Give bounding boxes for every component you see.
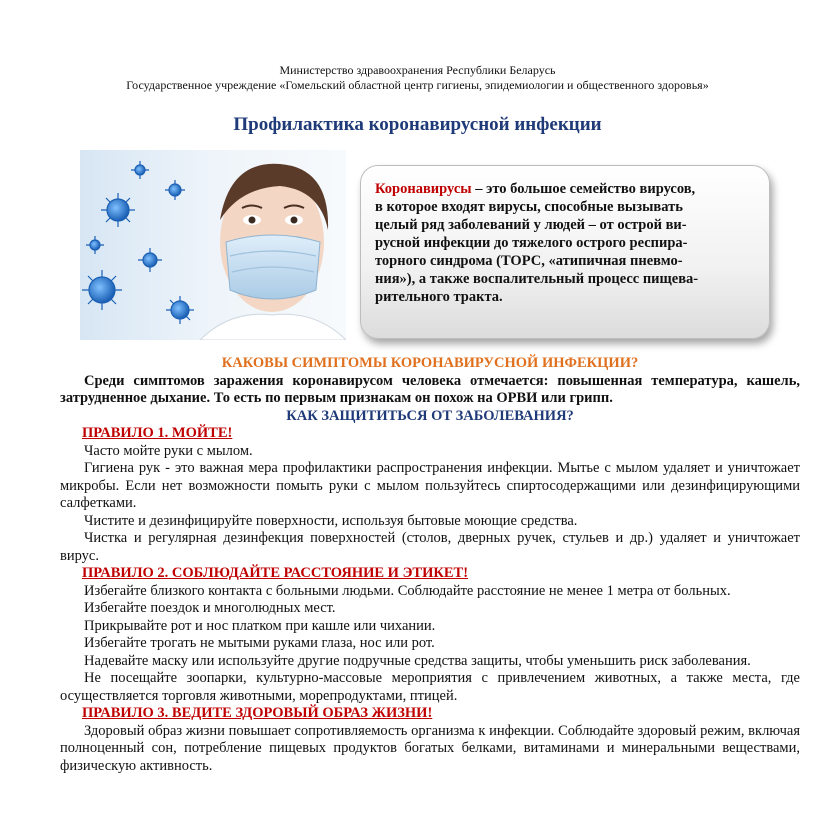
rule-1-paragraph: Чистите и дезинфицируйте поверхности, используя бытовые моющие средства. [84, 512, 578, 529]
callout-line: русной инфекции до тяжелого острого респира- [375, 235, 688, 251]
rule-2-paragraph: Прикрывайте рот и нос платком при кашле или чихании. [84, 617, 436, 634]
rule-2-paragraph: Избегайте трогать не мытыми руками глаза, нос или рот. [84, 635, 435, 651]
main-content [60, 355, 800, 775]
rule-2-paragraph: Надевайте маску или используйте другие подручные средства защиты, чтобы уменьшить риск заболевания. [84, 652, 751, 669]
rule-2-paragraph: Не посещайте зоопарки, культурно-массовые мероприятия с привлечением животных, а также места, где осуществляется торговля животными, морепродуктами, птицей. [60, 670, 800, 704]
rule-2-paragraph: Избегайте поездок и многолюдных мест. [84, 600, 336, 616]
rule-1-paragraph: Гигиена рук - это важная мера профилактики распространения инфекции. Мытье с мылом удаляет и уничтожает микробы. Если нет возможности помыть руки с мылом пользуйтесь спиртосодержащими или дезинфицирующими салфетками. [60, 460, 800, 511]
callout-line: рительного тракта. [375, 289, 503, 305]
callout-line: в которое входят вирусы, способные вызывать [375, 199, 683, 215]
coronavirus-definition-callout [360, 165, 770, 339]
institution-line: Государственное учреждение «Гомельский областной центр гигиены, эпидемиологии и общественного здоровья» [126, 78, 709, 92]
rule-3-title: ПРАВИЛО 3. ВЕДИТЕ ЗДОРОВЫЙ ОБРАЗ ЖИЗНИ! [82, 705, 433, 721]
protection-heading: КАК ЗАЩИТИТЬСЯ ОТ ЗАБОЛЕВАНИЯ? [286, 407, 574, 424]
callout-line: ния»), а также воспалительный процесс пищева- [375, 271, 699, 287]
rule-1-paragraph: Чистка и регулярная дезинфекция поверхностей (столов, дверных ручек, стульев и др.) удаляет и уничтожает вирус. [60, 530, 800, 564]
rule-1-title: ПРАВИЛО 1. МОЙТЕ! [82, 425, 233, 441]
symptoms-heading: КАКОВЫ СИМПТОМЫ КОРОНАВИРУСНОЙ ИНФЕКЦИИ? [221, 355, 639, 371]
ministry-line: Министерство здравоохранения Республики Беларусь [279, 63, 556, 77]
callout-line: целый ряд заболеваний у людей – от острой ви- [375, 217, 687, 233]
callout-text [375, 180, 755, 306]
page-title: Профилактика коронавирусной инфекции [233, 114, 602, 135]
symptoms-text: Среди симптомов заражения коронавирусом человека отмечается: повышенная температура, кашель, затрудненное дыхание. То есть по первым признакам он похож на ОРВИ или грипп. [60, 372, 800, 406]
coronavirus-keyword: Коронавирусы [375, 181, 472, 197]
rule-1-paragraph: Часто мойте руки с мылом. [84, 442, 253, 459]
rule-2-paragraph: Избегайте близкого контакта с больными людьми. Соблюдайте расстояние не менее 1 метра от больных. [84, 582, 731, 599]
callout-line: – это большое семейство вирусов, [475, 181, 696, 197]
rule-3-paragraph: Здоровый образ жизни повышает сопротивляемость организма к инфекции. Соблюдайте здоровый режим, включая полноценный сон, потребление пищевых продуктов богатых белками, витаминами и минеральными веществами, физическую активность. [60, 722, 800, 774]
masked-woman-virus-image [80, 150, 346, 340]
rule-2-title: ПРАВИЛО 2. СОБЛЮДАЙТЕ РАССТОЯНИЕ И ЭТИКЕТ! [82, 565, 469, 581]
callout-line: торного синдрома (ТОРС, «атипичная пневмо- [375, 253, 683, 269]
document-header [0, 63, 835, 93]
